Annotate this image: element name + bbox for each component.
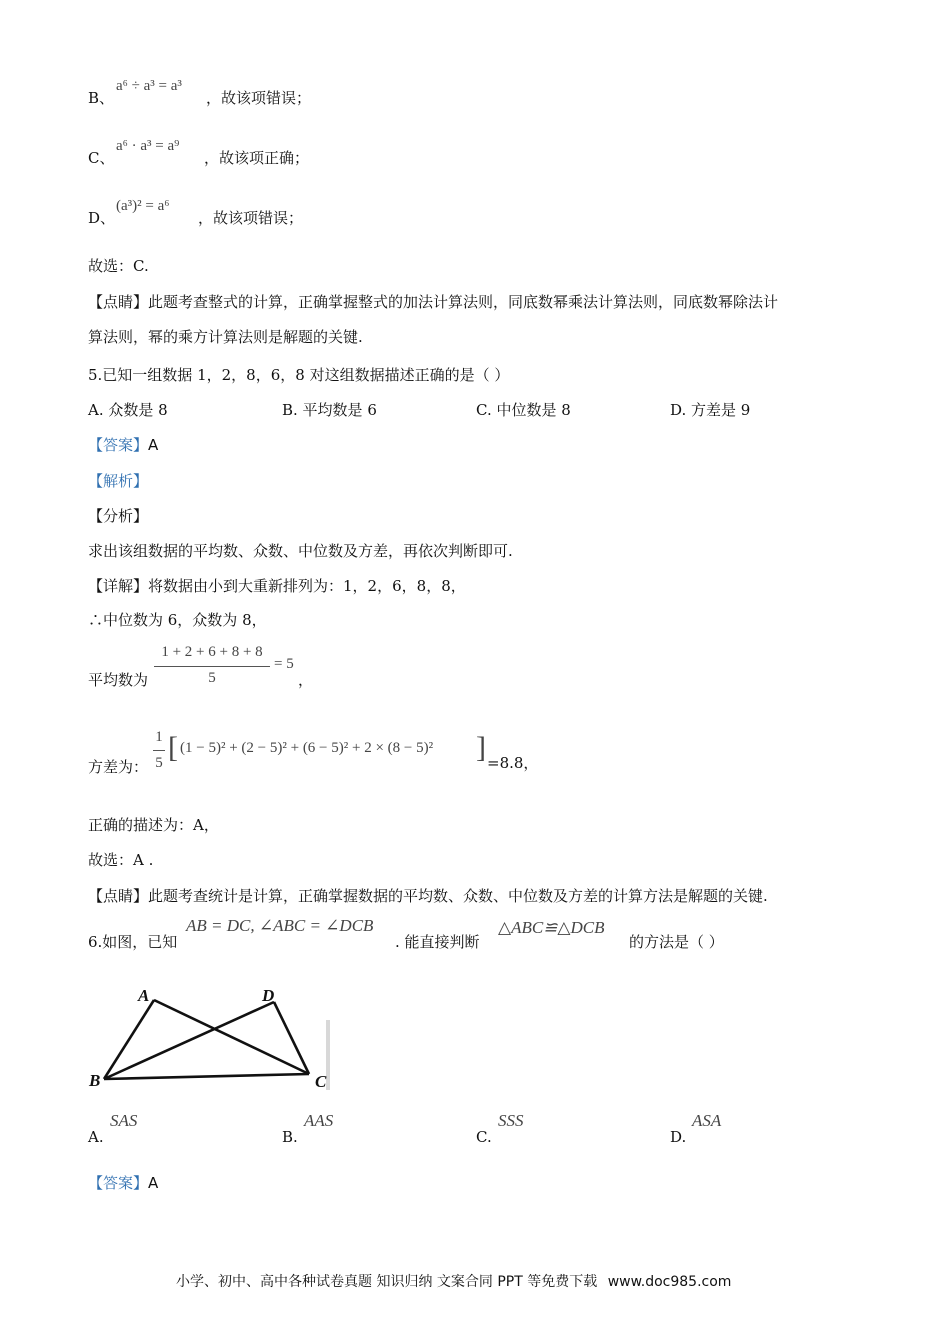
q5-fenxi-tag: 【分析】: [88, 507, 149, 525]
footer-text: 小学、初中、高中各种试卷真题 知识归纳 文案合同 PPT 等免费下载: [176, 1274, 598, 1290]
segment-dc: [274, 1002, 309, 1074]
q6-option-c-value: SSS: [498, 1111, 524, 1130]
q5-comment: [88, 886, 768, 906]
q4-formula-b: a⁶ ÷ a³ = a³: [116, 78, 182, 94]
q5-var-coef-den: 5: [155, 755, 163, 771]
q4-option-b: [88, 88, 114, 108]
q5-detail: [88, 576, 466, 596]
detail-text: 将数据由小到大重新排列为：1，2，6，8，8，: [148, 577, 466, 595]
vertex-label-a: A: [138, 986, 150, 1005]
q6-answer: [88, 1173, 158, 1193]
segment-ac: [154, 1000, 309, 1074]
q6-stem-mid: . 能直接判断: [395, 933, 480, 951]
option-label: B、: [88, 89, 115, 107]
q4-formula-c: a⁶ · a³ = a⁹: [116, 138, 180, 154]
scan-edge: [326, 1020, 330, 1090]
q6-option-d-letter: D.: [670, 1128, 687, 1146]
q4-tail-b: ，故该项错误；: [206, 89, 312, 107]
q5-stem: 5.已知一组数据 1，2，8，6，8 对这组数据描述正确的是（ ）: [88, 366, 510, 384]
comment-text: 此题考查整式的计算，正确掌握整式的加法计算法则，同底数幂乘法计算法则，同底数幂除法计: [148, 293, 779, 311]
q6-stem-given: AB = DC, ∠ABC = ∠DCB: [186, 916, 374, 935]
comment-tag: 【点睛】: [88, 293, 149, 311]
q5-var-label: 方差为：: [88, 758, 149, 776]
answer-tag: 【答案】: [88, 436, 149, 454]
q5-choose: 故选：A .: [88, 851, 154, 869]
q6-stem-pre: 6.如图，已知: [88, 933, 178, 951]
q5-mean-tail: ，: [298, 671, 314, 689]
answer-tag: 【答案】: [88, 1174, 149, 1192]
q5-mean-result: = 5: [274, 656, 294, 672]
comment-tag: 【点睛】: [88, 887, 149, 905]
q5-option-c: C. 中位数是 8: [476, 401, 571, 419]
q5-answer: [88, 435, 158, 455]
detail-tag: 【详解】: [88, 577, 149, 595]
q5-correct: 正确的描述为：A，: [88, 816, 219, 834]
segment-bc: [104, 1074, 309, 1079]
q5-mean-label: 平均数为: [88, 671, 149, 689]
footer-site-link[interactable]: www.doc985.com: [607, 1274, 732, 1290]
q4-tail-c: ，故该项正确；: [204, 149, 310, 167]
q4-formula-d: (a³)² = a⁶: [116, 198, 170, 214]
answer-value: A: [148, 436, 159, 454]
fraction-bar: [154, 666, 270, 667]
vertex-label-d: D: [262, 986, 275, 1005]
left-bracket: [: [168, 731, 178, 764]
q5-fenxi: 求出该组数据的平均数、众数、中位数及方差，再依次判断即可.: [88, 542, 513, 560]
answer-value: A: [148, 1174, 159, 1192]
vertex-label-b: B: [89, 1071, 101, 1090]
q5-var-result: =8.8，: [487, 754, 539, 772]
q6-option-c-letter: C.: [476, 1128, 492, 1146]
q4-option-c: C、: [88, 149, 115, 167]
q4-comment-line2: 算法则，幂的乘方计算法则是解题的关键.: [88, 328, 363, 346]
q5-median-line: ∴中位数为 6，众数为 8，: [88, 611, 267, 629]
q4-comment-line1: [88, 292, 778, 312]
q6-option-d-value: ASA: [692, 1111, 722, 1130]
q4-option-d: D、: [88, 209, 116, 227]
q5-mean-numerator: 1 + 2 + 6 + 8 + 8: [161, 644, 263, 660]
vertex-label-c: C: [315, 1072, 327, 1091]
comment-text: 此题考查统计是计算，正确掌握数据的平均数、众数、中位数及方差的计算方法是解题的关键.: [148, 887, 768, 905]
q5-var-coef-num: 1: [155, 729, 163, 745]
q4-choose: 故选：C.: [88, 257, 149, 275]
q5-option-d: D. 方差是 9: [670, 401, 751, 419]
q5-option-a: A. 众数是 8: [88, 401, 168, 419]
q6-triangle-figure: [86, 982, 336, 1094]
q5-option-b: B. 平均数是 6: [282, 401, 377, 419]
q6-stem-congruent: △ABC≌△DCB: [498, 918, 605, 937]
q5-analysis-tag: 【解析】: [88, 472, 149, 490]
q6-option-b-letter: B.: [282, 1128, 298, 1146]
q5-mean-denominator: 5: [208, 670, 216, 686]
q6-option-a-value: SAS: [110, 1111, 138, 1130]
q4-tail-d: ，故该项错误；: [198, 209, 304, 227]
right-bracket: ]: [476, 731, 486, 764]
q6-option-a-letter: A.: [88, 1128, 104, 1146]
q6-option-b-value: AAS: [304, 1111, 334, 1130]
q5-var-body: (1 − 5)² + (2 − 5)² + (6 − 5)² + 2 × (8 − 5)²: [180, 740, 434, 756]
footer: [176, 1271, 731, 1291]
fraction-bar: [153, 750, 165, 751]
q6-stem-post: 的方法是（ ）: [629, 933, 724, 951]
